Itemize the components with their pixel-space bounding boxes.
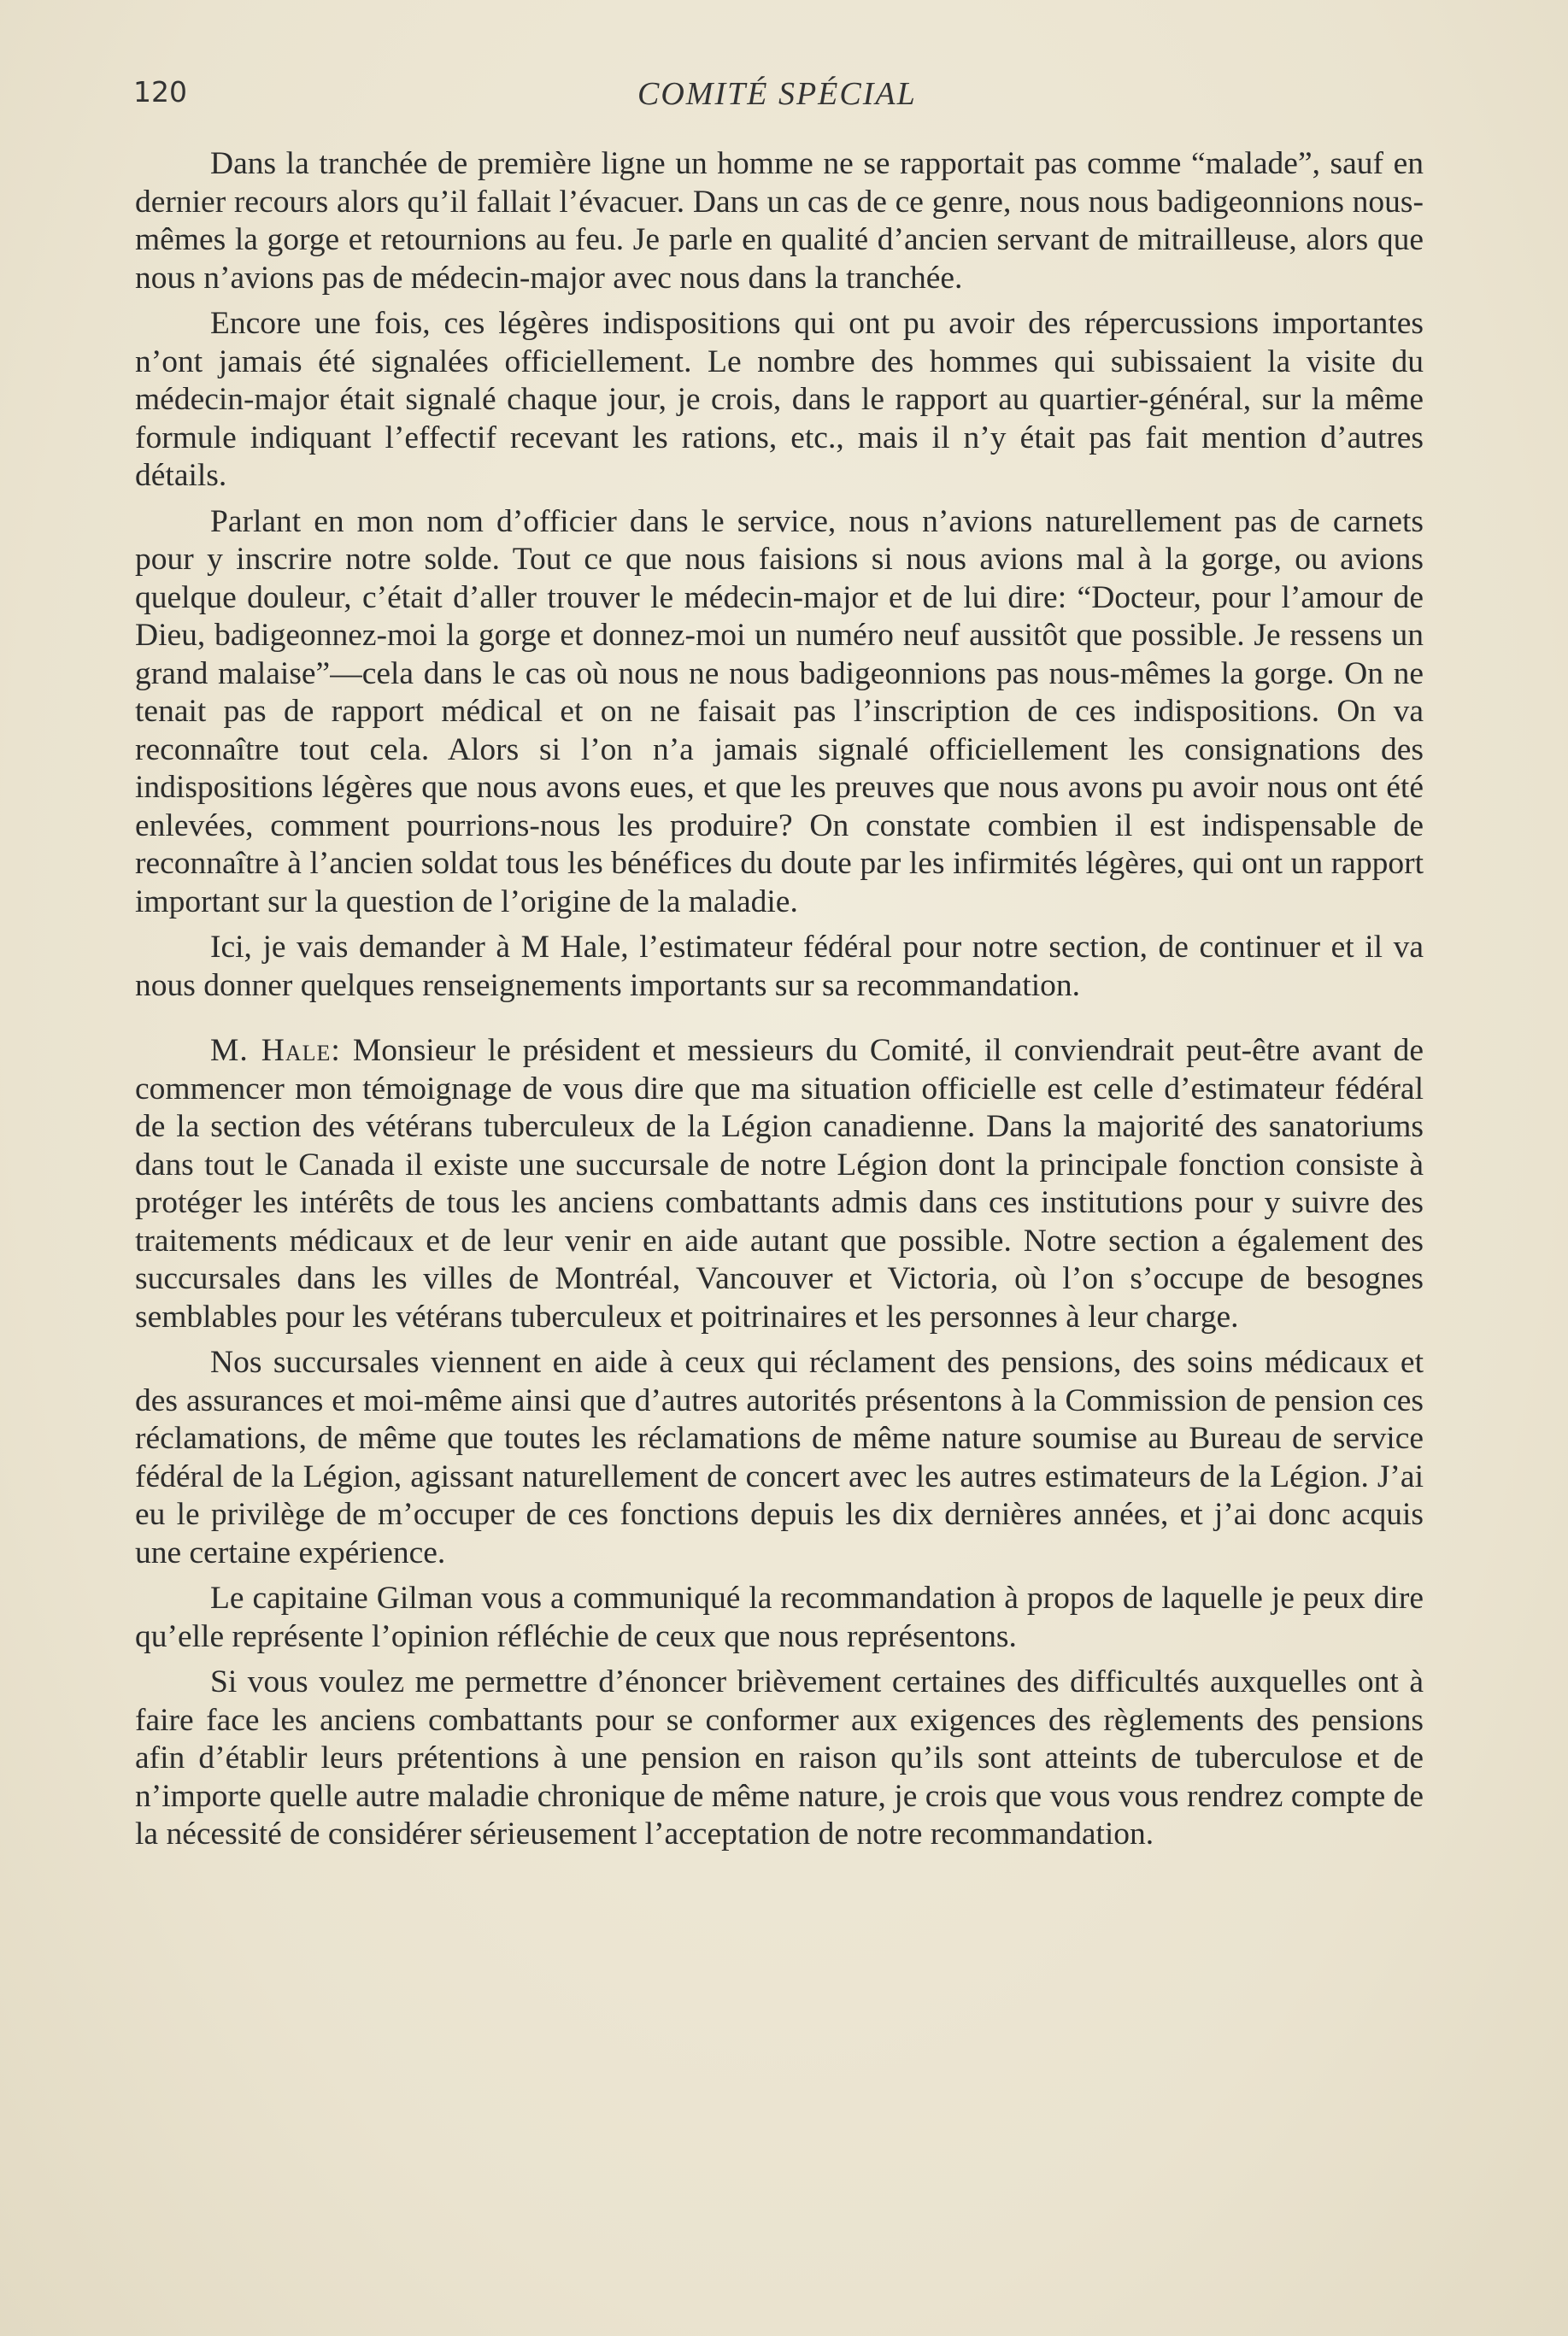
page-header	[133, 75, 1424, 118]
paragraph: Dans la tranchée de première ligne un homme ne se rapportait pas comme “malade”, sauf en dernier recours alors qu’il fallait l’évacuer. Dans un cas de ce genre, nous nous badigeonnions nous-mêmes la gorge et retournions au feu. Je parle en qualité d’ancien servant de mitrailleuse, alors que nous n’avions pas de médecin-major avec nous dans la tranchée.	[135, 146, 1424, 296]
paragraph: Le capitaine Gilman vous a communiqué la recommandation à propos de laquelle je peux dire qu’elle représente l’opinion réfléchie de ceux que nous représentons.	[135, 1581, 1424, 1654]
body-text	[135, 145, 1424, 1862]
paragraph-text: Monsieur le président et messieurs du Comité, il conviendrait peut-être avant de commencer mon témoignage de vous dire que ma situation officielle est celle d’estimateur fédéral de la section des vétérans tuberculeux de la Légion canadienne. Dans la majorité des sanatoriums dans tout le Canada il existe une succursale de notre Légion dont la principale fonction consiste à protéger les intérêts de tous les anciens combattants admis dans ces institutions pour y suivre des traitements médicaux et de leur venir en aide autant que possible. Notre section a également des succursales dans les villes de Montréal, Vancouver et Victoria, où l’on s’occupe de besognes semblables pour les vétérans tuberculeux et poitrinaires et les personnes à leur charge.	[135, 1033, 1424, 1335]
page-number: 120	[133, 75, 187, 109]
paragraph: Encore une fois, ces légères indispositions qui ont pu avoir des répercussions importantes n’ont jamais été signalées officiellement. Le nombre des hommes qui subissaient la visite du médecin-major était signalé chaque jour, je crois, dans le rapport au quartier-général, sur la même formule indiquant l’effectif recevant les rations, etc., mais il n’y était pas fait mention d’autres détails.	[135, 306, 1424, 493]
paragraph-hale-testimony	[135, 1032, 1424, 1336]
running-head: COMITÉ SPÉCIAL	[637, 76, 917, 112]
paragraph: Parlant en mon nom d’officier dans le service, nous n’avions naturellement pas de carnets pour y inscrire notre solde. Tout ce que nous faisions si nous avions mal à la gorge, ou avions quelque douleur, c’était d’aller trouver le médecin-major et de lui dire: “Docteur, pour l’amour de Dieu, badigeonnez-moi la gorge et donnez-moi un numéro neuf aussitôt que possible. Je ressens un grand malaise”—cela dans le cas où nous ne nous badigeonnions pas nous-mêmes la gorge. On ne tenait pas de rapport médical et on ne faisait pas l’inscription de ces indispositions. On va reconnaître tout cela. Alors si l’on n’a jamais signalé officiellement les consignations des indispositions légères que nous avons eues, et que les preuves que nous avons pu avoir nous ont été enlevées, comment pourrions-nous les produire? On constate combien il est indispensable de reconnaître à l’ancien soldat tous les bénéfices du doute par les infirmités légères, qui ont un rapport important sur la question de l’origine de la maladie.	[135, 503, 1424, 919]
paragraph: Nos succursales viennent en aide à ceux qui réclament des pensions, des soins médicaux et des assurances et moi-même ainsi que d’autres autorités présentons à la Commission de pension ces réclamations, de même que toutes les réclamations de même nature soumise au Bureau de service fédéral de la Légion, agissant naturellement de concert avec les autres estimateurs de la Légion. J’ai eu le privilège de m’occuper de ces fonctions depuis les dix dernières années, et j’ai donc acquis une certaine expérience.	[135, 1345, 1424, 1570]
paragraph: Si vous voulez me permettre d’énoncer brièvement certaines des difficultés auxquelles ont à faire face les anciens combattants pour se conformer aux exigences des règlements des pensions afin d’établir leurs prétentions à une pension en raison qu’ils sont atteints de tuberculose et de n’importe quelle autre maladie chronique de même nature, je crois que vous vous rendrez compte de la nécessité de considérer sérieusement l’acceptation de notre recommandation.	[135, 1664, 1424, 1852]
paragraph: Ici, je vais demander à M Hale, l’estimateur fédéral pour notre section, de continuer et il va nous donner quelques renseignements importants sur sa recommandation.	[135, 930, 1424, 1003]
speaker-name: M. Hale:	[210, 1033, 341, 1068]
